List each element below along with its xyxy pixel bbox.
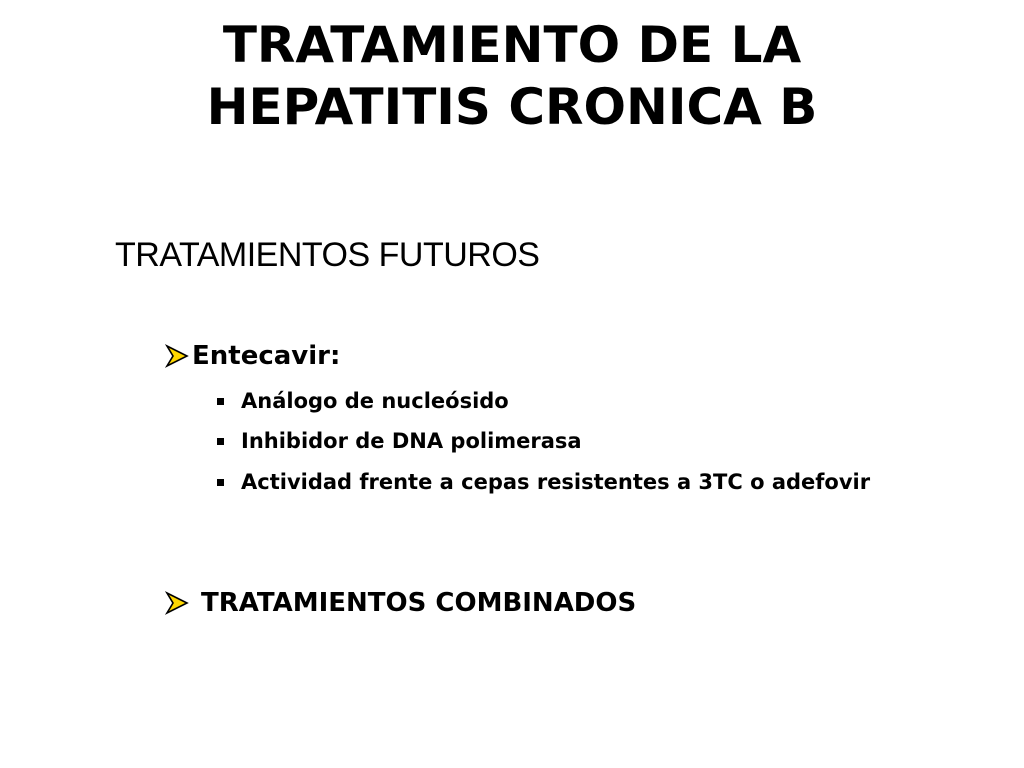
bullet-entecavir — [165, 338, 340, 374]
section-subtitle: TRATAMIENTOS FUTUROS — [115, 236, 540, 274]
slide-title-line-1: TRATAMIENTO DE LA — [222, 16, 802, 74]
sub-bullet-nucleosido — [217, 386, 897, 417]
bullet-combinados-label: TRATAMIENTOS COMBINADOS — [201, 588, 637, 618]
sub-bullet-label: Inhibidor de DNA polimerasa — [241, 429, 582, 453]
arrow-bullet-icon — [165, 344, 189, 368]
slide-title — [0, 14, 1024, 138]
bullet-tratamientos-combinados — [165, 585, 636, 621]
square-bullet-icon — [217, 479, 224, 486]
square-bullet-icon — [217, 398, 224, 405]
bullet-entecavir-label: Entecavir: — [192, 341, 341, 371]
sub-bullet-label: Actividad frente a cepas resistentes a 3TC o adefovir — [241, 470, 871, 494]
sub-bullet-label: Análogo de nucleósido — [241, 389, 509, 413]
slide-title-line-2: HEPATITIS CRONICA B — [206, 78, 818, 136]
arrow-bullet-icon — [165, 591, 189, 615]
sub-bullet-resistentes — [217, 467, 877, 498]
square-bullet-icon — [217, 438, 224, 445]
sub-bullet-polimerasa — [217, 426, 897, 457]
